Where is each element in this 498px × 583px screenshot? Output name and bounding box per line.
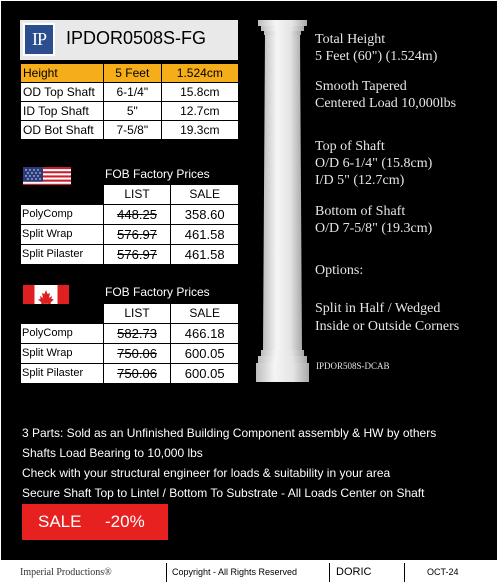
desc-load: Centered Load 10,000lbs (315, 96, 457, 111)
desc-options-label: Options: (315, 263, 364, 278)
footer (0, 562, 498, 583)
spec-row (21, 102, 239, 121)
desc-option-corners: Inside or Outside Corners (315, 319, 460, 334)
sale-banner (22, 504, 168, 540)
note-line: Secure Shaft Top to Lintel / Bottom To Substrate - All Loads Center on Shaft (22, 486, 425, 500)
ca-price-table (20, 303, 239, 384)
price-row (21, 324, 239, 344)
list-price: 448.25 (103, 205, 171, 225)
product-name: Split Pilaster (21, 245, 104, 265)
product-name: PolyComp (21, 324, 104, 344)
ca-fob-title: FOB Factory Prices (105, 285, 210, 299)
desc-option-split: Split in Half / Wedged (315, 301, 441, 316)
header-spacer (21, 185, 104, 205)
list-price: 750.06 (103, 344, 171, 364)
desc-total-height-label: Total Height (315, 32, 386, 47)
sale-price: 600.05 (171, 344, 239, 364)
note-line: Shafts Load Bearing to 10,000 lbs (22, 446, 203, 460)
notes-block (22, 423, 436, 503)
spec-metric: 1.524cm (161, 64, 238, 83)
product-name: Split Wrap (21, 344, 104, 364)
spec-row (21, 83, 239, 102)
sale-price: 461.58 (171, 225, 239, 245)
spec-metric: 12.7cm (161, 102, 238, 121)
price-row (21, 364, 239, 384)
spec-table (20, 63, 239, 140)
desc-bottom-shaft-label: Bottom of Shaft (315, 204, 406, 219)
revision-date: OCT-24 (427, 567, 459, 577)
price-header-row (21, 304, 239, 324)
black-panel (1, 1, 497, 560)
desc-top-od: O/D 6-1/4" (15.8cm) (315, 156, 433, 171)
desc-total-height-value: 5 Feet (60") (1.524m) (315, 49, 438, 64)
list-header: LIST (103, 304, 171, 324)
sale-discount: -20% (105, 512, 145, 531)
desc-top-shaft-label: Top of Shaft (315, 139, 385, 154)
list-price: 576.97 (103, 225, 171, 245)
price-row (21, 344, 239, 364)
company-name: Imperial Productions® (20, 567, 112, 578)
title-bar (20, 20, 238, 60)
spec-imperial: 6-1/4" (104, 83, 162, 102)
sale-price: 466.18 (171, 324, 239, 344)
list-price: 576.97 (103, 245, 171, 265)
column-image (255, 20, 310, 382)
spec-row (21, 64, 239, 83)
product-name: Split Pilaster (21, 364, 104, 384)
price-header-row (21, 185, 239, 205)
spec-label: Height (21, 64, 104, 83)
spec-label: OD Top Shaft (21, 83, 104, 102)
spec-imperial: 5" (104, 102, 162, 121)
ip-logo-icon: IP (23, 23, 55, 56)
sale-price: 600.05 (171, 364, 239, 384)
us-price-table (20, 184, 239, 265)
product-name: Split Wrap (21, 225, 104, 245)
copyright-text: Copyright - All Rights Reserved (172, 567, 298, 577)
price-row (21, 225, 239, 245)
sale-price: 461.58 (171, 245, 239, 265)
price-row (21, 205, 239, 225)
product-name: PolyComp (21, 205, 104, 225)
desc-bottom-od: O/D 7-5/8" (19.3cm) (315, 221, 433, 236)
spec-metric: 19.3cm (161, 121, 238, 140)
spec-imperial: 5 Feet (104, 64, 162, 83)
note-line: 3 Parts: Sold as an Unfinished Building Component assembly & HW by others (22, 426, 437, 440)
spec-imperial: 7-5/8" (104, 121, 162, 140)
spec-metric: 15.8cm (161, 83, 238, 102)
part-number: IPDOR0508S-FG (66, 28, 207, 48)
footer-divider (404, 563, 405, 582)
spec-row (21, 121, 239, 140)
us-fob-title: FOB Factory Prices (105, 167, 210, 181)
price-row (21, 245, 239, 265)
footer-divider (329, 563, 330, 582)
sale-label: SALE (38, 512, 82, 531)
desc-finish: Smooth Tapered (315, 79, 407, 94)
desc-top-id: I/D 5" (12.7cm) (315, 173, 405, 188)
list-price: 582.73 (103, 324, 171, 344)
list-header: LIST (103, 185, 171, 205)
spec-label: OD Bot Shaft (21, 121, 104, 140)
list-price: 750.06 (103, 364, 171, 384)
sale-price: 358.60 (171, 205, 239, 225)
spec-label: ID Top Shaft (21, 102, 104, 121)
image-caption: IPDOR508S-DCAB (316, 361, 390, 371)
sale-header: SALE (171, 185, 239, 205)
sale-header: SALE (171, 304, 239, 324)
column-style: DORIC (336, 566, 372, 578)
header-spacer (21, 304, 104, 324)
note-line: Check with your structural engineer for loads & suitability in your area (22, 466, 391, 480)
footer-divider (166, 563, 167, 582)
